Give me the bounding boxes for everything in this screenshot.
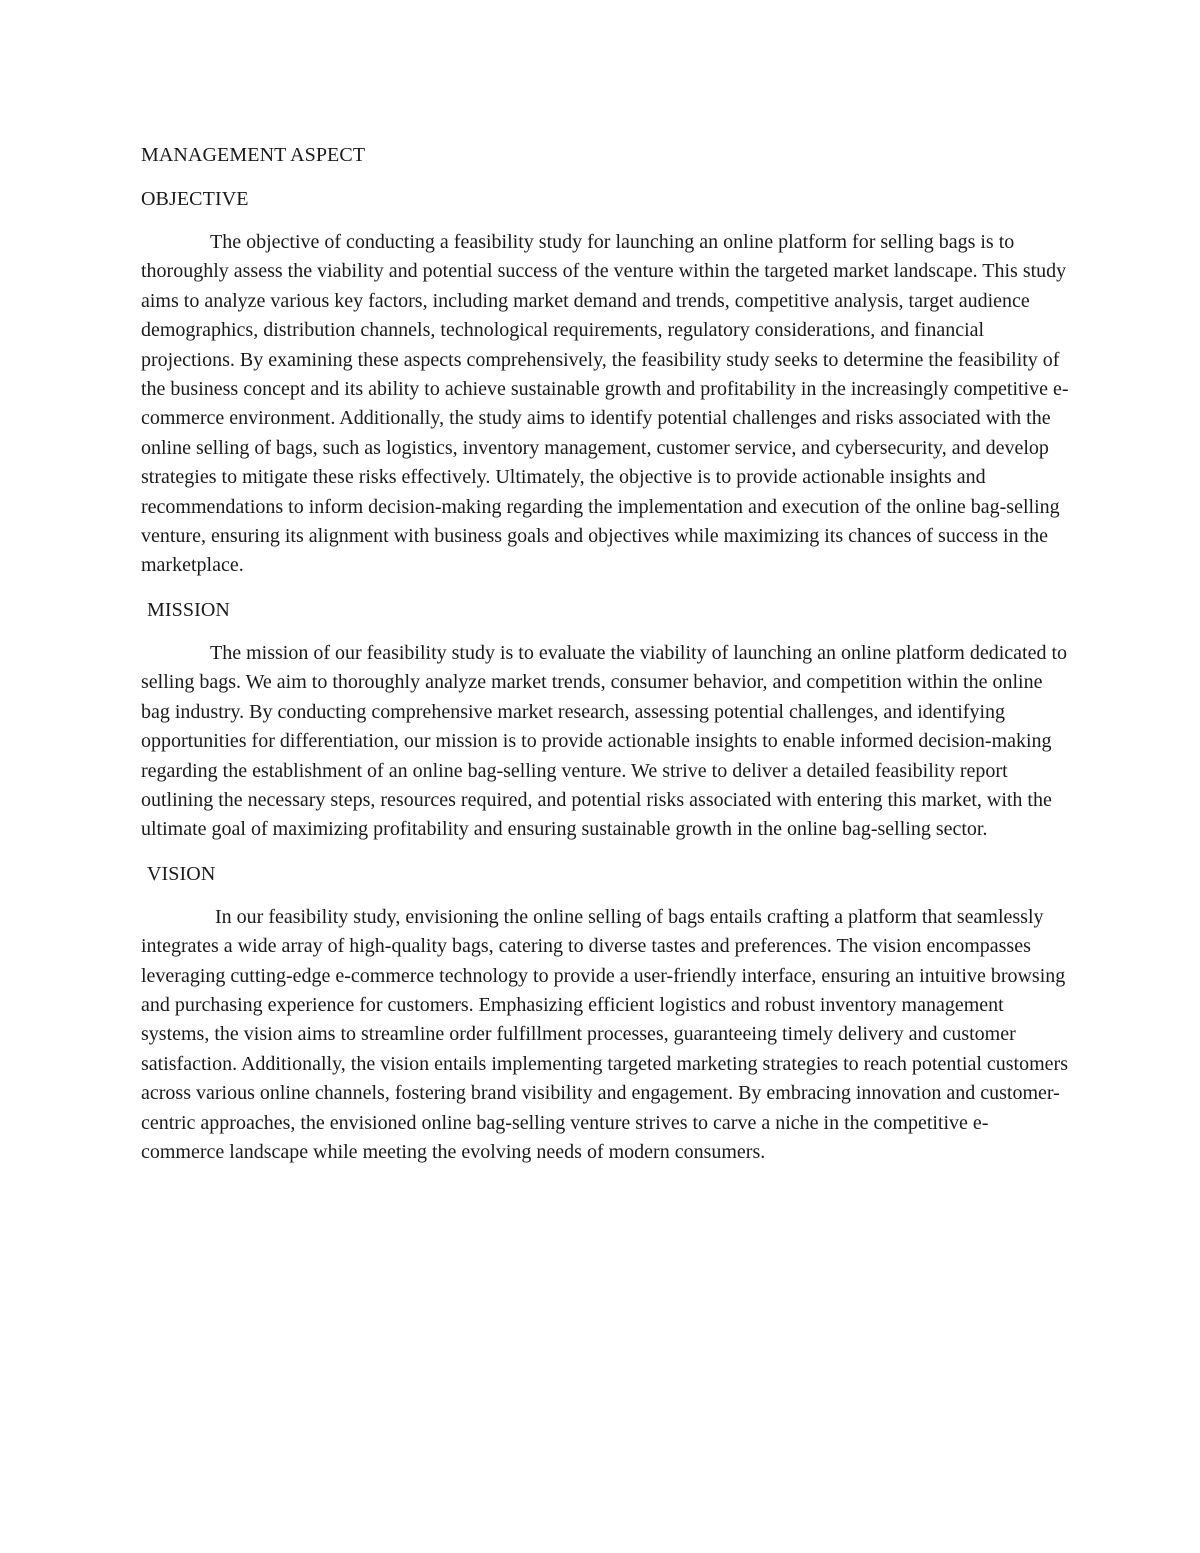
section-body-objective: The objective of conducting a feasibility study for launching an online platform for selling bags is to thoroughly assess the viability and potential success of the venture within the targeted market landscape. This study aims to analyze various key factors, including market demand and trends, competitive analysis, target audience demographics, distribution channels, technological requirements, regulatory considerations, and financial projections. By examining these aspects comprehensively, the feasibility study seeks to determine the feasibility of the business concept and its ability to achieve sustainable growth and profitability in the increasingly competitive e-commerce environment. Additionally, the study aims to identify potential challenges and risks associated with the online selling of bags, such as logistics, inventory management, customer service, and cybersecurity, and develop strategies to mitigate these risks effectively. Ultimately, the objective is to provide actionable insights and recommendations to inform decision-making regarding the implementation and execution of the online bag-selling venture, ensuring its alignment with business goals and objectives while maximizing its chances of success in the marketplace. (141, 231, 1069, 577)
section-mission (141, 595, 1071, 845)
section-objective (141, 184, 1071, 581)
section-vision (141, 859, 1071, 1168)
section-heading-objective: OBJECTIVE (141, 188, 249, 210)
document-content (141, 140, 1071, 1181)
section-heading-vision: VISION (147, 862, 216, 885)
section-heading-mission: MISSION (147, 598, 230, 621)
section-body-mission: The mission of our feasibility study is to evaluate the viability of launching an online platform dedicated to selling bags. We aim to thoroughly analyze market trends, consumer behavior, and competition within the online bag industry. By conducting comprehensive market research, assessing potential challenges, and identifying opportunities for differentiation, our mission is to provide actionable insights to enable informed decision-making regarding the establishment of an online bag-selling venture. We strive to deliver a detailed feasibility report outlining the necessary steps, resources required, and potential risks associated with entering this market, with the ultimate goal of maximizing profitability and ensuring sustainable growth in the online bag-selling sector. (141, 641, 1068, 841)
section-body-vision: In our feasibility study, envisioning the online selling of bags entails crafting a platform that seamlessly integrates a wide array of high-quality bags, catering to diverse tastes and preferences. The vision encompasses leveraging cutting-edge e-commerce technology to provide a user-friendly interface, ensuring an intuitive browsing and purchasing experience for customers. Emphasizing efficient logistics and robust inventory management systems, the vision aims to streamline order fulfillment processes, guaranteeing timely delivery and customer satisfaction. Additionally, the vision entails implementing targeted marketing strategies to reach potential customers across various online channels, fostering brand visibility and engagement. By embracing innovation and customer-centric approaches, the envisioned online bag-selling venture strives to carve a niche in the competitive e-commerce landscape while meeting the evolving needs of modern consumers. (141, 905, 1068, 1163)
document-title: MANAGEMENT ASPECT (141, 144, 366, 166)
